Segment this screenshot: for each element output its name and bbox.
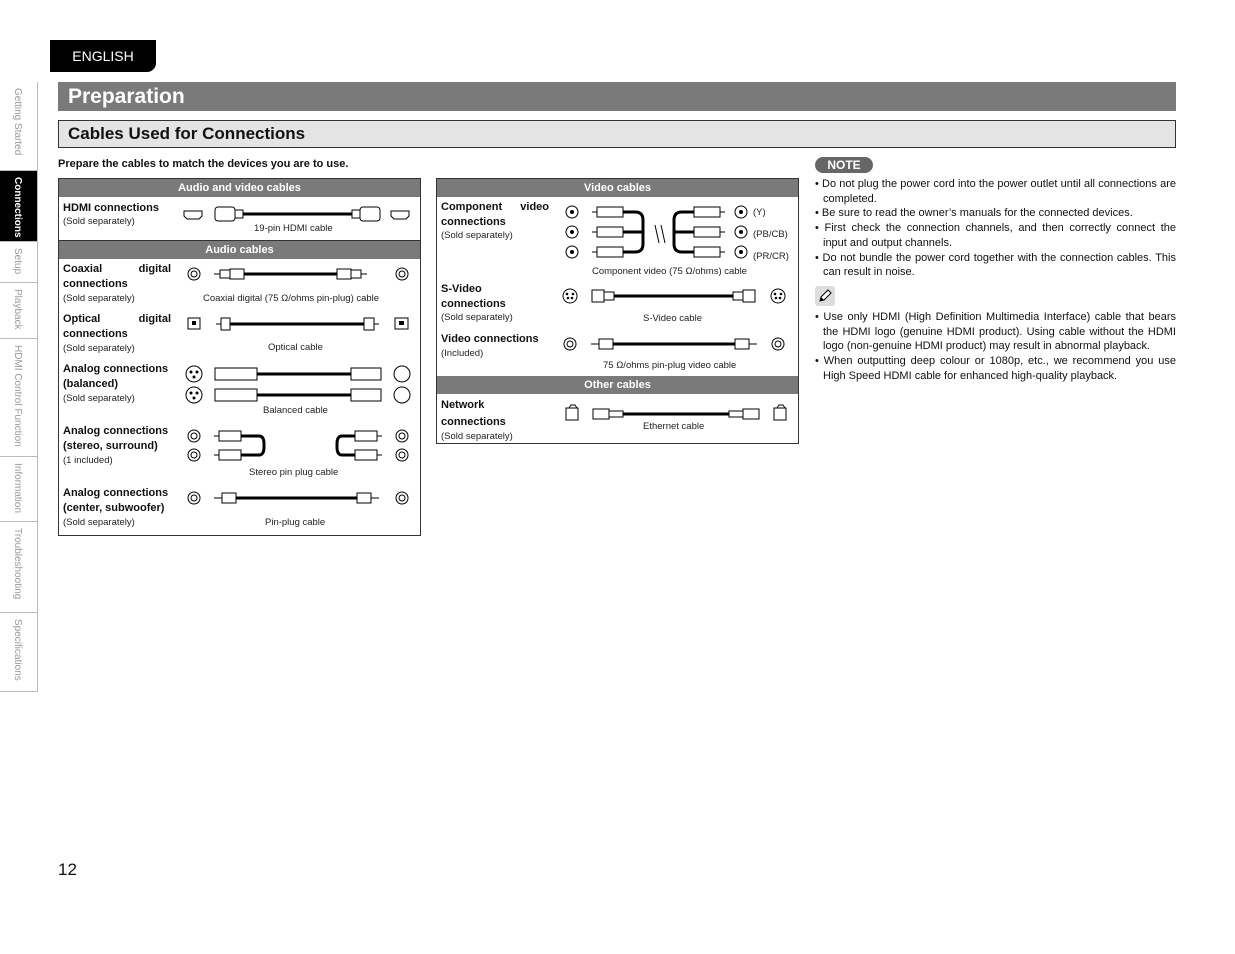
stereo-row bbox=[59, 421, 420, 483]
cable-caption: Pin-plug cable bbox=[265, 517, 326, 528]
sidebar-tab-setup[interactable]: Setup bbox=[0, 242, 38, 283]
intro-text: Prepare the cables to match the devices you are to use. bbox=[58, 158, 349, 170]
note-item: • Do not plug the power cord into the power outlet until all connections are completed. bbox=[815, 178, 1176, 205]
pin-plug-cable-diagram bbox=[59, 483, 420, 543]
row-note: (Sold separately) bbox=[441, 312, 513, 323]
pr-channel-label: (PR/CR) bbox=[753, 251, 789, 262]
sidebar-tab-information[interactable]: Information bbox=[0, 457, 38, 522]
row-label: Network connections bbox=[441, 399, 506, 428]
balanced-row bbox=[59, 359, 420, 421]
row-note: (Sold separately) bbox=[441, 431, 513, 442]
sidebar-tab-hdmi-control[interactable]: HDMI Control Function bbox=[0, 339, 38, 457]
stereo-cable-diagram bbox=[59, 421, 420, 483]
cable-caption: Optical cable bbox=[268, 342, 323, 353]
svideo-cable-diagram bbox=[437, 279, 798, 329]
table-header: Video cables bbox=[437, 179, 798, 197]
cable-caption: S-Video cable bbox=[643, 313, 702, 324]
note-item: • Be sure to read the owner’s manuals for the connected devices. bbox=[815, 207, 1133, 220]
row-note: (Sold separately) bbox=[441, 230, 513, 241]
table-header: Audio and video cables bbox=[59, 179, 420, 197]
sidebar-tab-specifications[interactable]: Specifications bbox=[0, 613, 38, 692]
note-item: • First check the connection channels, and then correctly connect the input and output channels. bbox=[815, 222, 1176, 249]
note-badge: NOTE bbox=[815, 157, 873, 173]
row-label: Coaxial digital connections bbox=[63, 263, 171, 290]
hdmi-row bbox=[59, 197, 420, 241]
row-label: S-Video connections bbox=[441, 283, 506, 310]
cable-caption: 19-pin HDMI cable bbox=[254, 223, 333, 234]
row-note: (Included) bbox=[441, 348, 484, 359]
page-title: Preparation bbox=[58, 82, 1176, 111]
sidebar bbox=[0, 82, 38, 692]
video-row bbox=[437, 329, 798, 376]
row-note: (Sold separately) bbox=[63, 216, 135, 227]
component-row bbox=[437, 197, 798, 279]
row-label: Component video connections bbox=[441, 201, 549, 228]
row-note: (Sold separately) bbox=[63, 343, 135, 354]
language-tab: ENGLISH bbox=[50, 40, 156, 72]
cable-caption: 75 Ω/ohms pin-plug video cable bbox=[603, 360, 737, 371]
cable-caption: Balanced cable bbox=[263, 405, 328, 416]
sidebar-tab-playback[interactable]: Playback bbox=[0, 283, 38, 339]
ethernet-cable-diagram bbox=[437, 394, 798, 442]
cable-caption: Component video (75 Ω/ohms) cable bbox=[592, 266, 747, 277]
cable-caption: Ethernet cable bbox=[643, 421, 705, 432]
section-title: Cables Used for Connections bbox=[58, 120, 1176, 148]
optical-row bbox=[59, 309, 420, 359]
row-label: HDMI connections bbox=[63, 202, 159, 214]
center-row bbox=[59, 483, 420, 543]
table-header: Other cables bbox=[437, 376, 798, 394]
note-list bbox=[815, 177, 1176, 280]
sidebar-tab-connections[interactable]: Connections bbox=[0, 171, 38, 242]
network-row bbox=[437, 394, 798, 442]
row-label: Analog connections (center, subwoofer) bbox=[63, 487, 169, 514]
row-label: Analog connections (stereo, surround) bbox=[63, 425, 169, 452]
row-note: (1 included) bbox=[63, 455, 113, 466]
pb-channel-label: (PB/CB) bbox=[753, 229, 788, 240]
cable-caption: Stereo pin plug cable bbox=[249, 467, 339, 478]
row-note: (Sold separately) bbox=[63, 517, 135, 528]
tip-item: • Use only HDMI (High Definition Multimedia Interface) cable that bears the HDMI logo (genuine HDMI product). Using cable without the HDMI logo (non-genuine HDMI product) may result in abnormal playback. bbox=[815, 311, 1176, 353]
hdmi-cable-diagram bbox=[59, 197, 420, 240]
row-label: Analog connections (balanced) bbox=[63, 363, 169, 390]
audio-video-cables-table bbox=[58, 178, 421, 536]
page-number: 12 bbox=[58, 860, 77, 879]
note-item: • Do not bundle the power cord together with the connection cables. This can result in noise. bbox=[815, 251, 1176, 279]
sidebar-tab-getting-started[interactable]: Getting Started bbox=[0, 82, 38, 171]
pencil-icon bbox=[815, 286, 835, 306]
row-note: (Sold separately) bbox=[63, 293, 135, 304]
video-other-cables-table bbox=[436, 178, 799, 444]
row-note: (Sold separately) bbox=[63, 393, 135, 404]
optical-cable-diagram bbox=[59, 309, 420, 359]
y-channel-label: (Y) bbox=[753, 207, 766, 218]
svideo-row bbox=[437, 279, 798, 329]
tip-list bbox=[815, 310, 1176, 384]
sidebar-tab-troubleshooting[interactable]: Troubleshooting bbox=[0, 522, 38, 613]
balanced-cable-diagram bbox=[59, 359, 420, 421]
table-header: Audio cables bbox=[59, 241, 420, 259]
row-label: Video connections bbox=[441, 333, 539, 345]
coaxial-row bbox=[59, 259, 420, 309]
cable-caption: Coaxial digital (75 Ω/ohms pin-plug) cable bbox=[203, 293, 380, 304]
tip-item: • When outputting deep colour or 1080p, etc., we recommend you use High Speed HDMI cable for enhanced high-quality playback. bbox=[815, 355, 1176, 382]
row-label: Optical digital connections bbox=[63, 313, 171, 340]
